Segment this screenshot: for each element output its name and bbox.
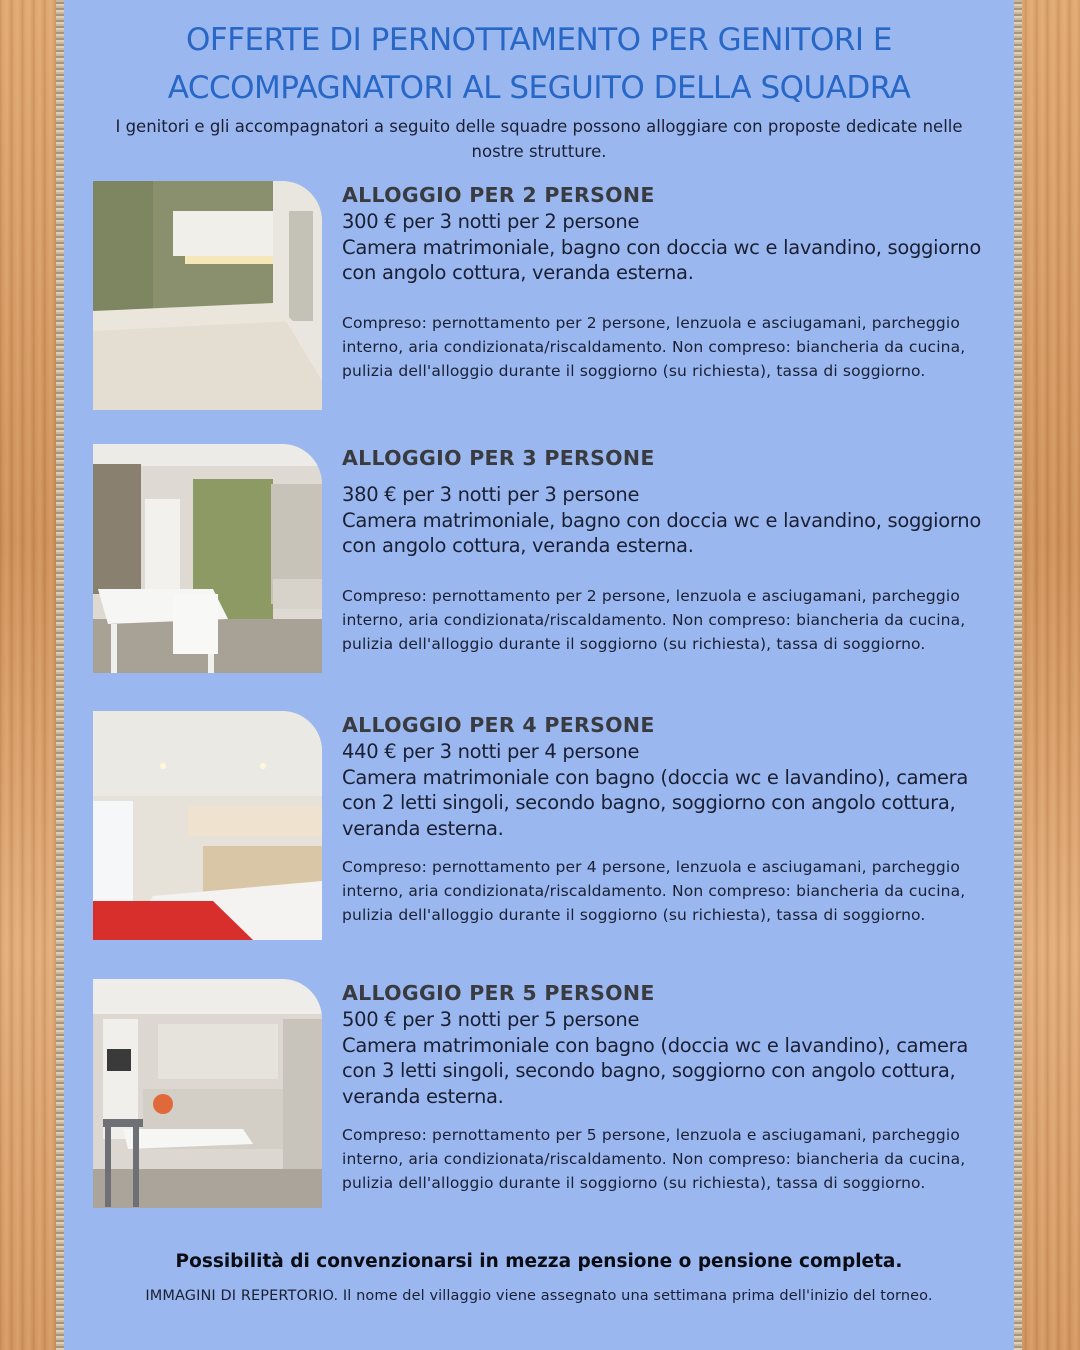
- offer-price: 380 € per 3 notti per 3 persone: [342, 483, 640, 506]
- offer-card-2-persons: [93, 181, 993, 413]
- offer-price: 300 € per 3 notti per 2 persone: [342, 210, 640, 233]
- offer-title: ALLOGGIO PER 5 PERSONE: [342, 981, 655, 1005]
- offer-price: 500 € per 3 notti per 5 persone: [342, 1008, 640, 1031]
- master-bedroom-photo: [93, 711, 322, 940]
- offer-title: ALLOGGIO PER 4 PERSONE: [342, 713, 655, 737]
- offer-description: Camera matrimoniale con bagno (doccia wc e lavandino), camera con 3 letti singoli, secondo bagno, soggiorno con angolo cottura, veranda esterna.: [342, 1033, 969, 1108]
- kitchen-dining-photo: [93, 979, 322, 1208]
- offer-title: ALLOGGIO PER 2 PERSONE: [342, 183, 655, 207]
- title-line-1: OFFERTE DI PERNOTTAMENTO PER GENITORI E: [185, 22, 892, 58]
- title-line-2: ACCOMPAGNATORI AL SEGUITO DELLA SQUADRA: [167, 70, 911, 106]
- bedroom-photo: [93, 181, 322, 410]
- offer-included: Compreso: pernottamento per 5 persone, lenzuola e asciugamani, parcheggio interno, aria condizionata/riscaldamento. Non compreso: biancheria da cucina, pulizia dell'alloggio durante il soggiorno (su richiesta), tassa di soggiorno.: [342, 1126, 966, 1192]
- offer-description: Camera matrimoniale con bagno (doccia wc e lavandino), camera con 2 letti singoli, secondo bagno, soggiorno con angolo cottura, veranda esterna.: [342, 765, 969, 840]
- offer-included: Compreso: pernottamento per 4 persone, lenzuola e asciugamani, parcheggio interno, aria condizionata/riscaldamento. Non compreso: biancheria da cucina, pulizia dell'alloggio durante il soggiorno (su richiesta), tassa di soggiorno.: [342, 858, 966, 924]
- page-title: [64, 16, 1014, 112]
- offer-card-3-persons: [93, 444, 993, 676]
- disclaimer-text: IMMAGINI DI REPERTORIO. Il nome del villaggio viene assegnato una settimana prima dell'inizio del torneo.: [145, 1288, 933, 1304]
- wood-border-right: [1014, 0, 1080, 1350]
- offer-card-5-persons: [93, 979, 993, 1211]
- kitchen-living-photo: [93, 444, 322, 673]
- offer-card-4-persons: [93, 711, 993, 943]
- offer-price: 440 € per 3 notti per 4 persone: [342, 740, 640, 763]
- flyer-panel: [64, 0, 1014, 1350]
- offer-description: Camera matrimoniale, bagno con doccia wc e lavandino, soggiorno con angolo cottura, veranda esterna.: [342, 508, 981, 557]
- wood-border-left: [0, 0, 64, 1350]
- board-options-note: Possibilità di convenzionarsi in mezza pensione o pensione completa.: [175, 1251, 903, 1272]
- intro-text: I genitori e gli accompagnatori a seguito delle squadre possono alloggiare con proposte dedicate nelle nostre strutture.: [115, 117, 963, 161]
- offer-title: ALLOGGIO PER 3 PERSONE: [342, 446, 655, 470]
- offer-included: Compreso: pernottamento per 2 persone, lenzuola e asciugamani, parcheggio interno, aria condizionata/riscaldamento. Non compreso: biancheria da cucina, pulizia dell'alloggio durante il soggiorno (su richiesta), tassa di soggiorno.: [342, 586, 966, 653]
- offer-included: Compreso: pernottamento per 2 persone, lenzuola e asciugamani, parcheggio interno, aria condizionata/riscaldamento. Non compreso: biancheria da cucina, pulizia dell'alloggio durante il soggiorno (su richiesta), tassa di soggiorno.: [342, 313, 966, 380]
- offer-description: Camera matrimoniale, bagno con doccia wc e lavandino, soggiorno con angolo cottura, veranda esterna.: [342, 235, 981, 284]
